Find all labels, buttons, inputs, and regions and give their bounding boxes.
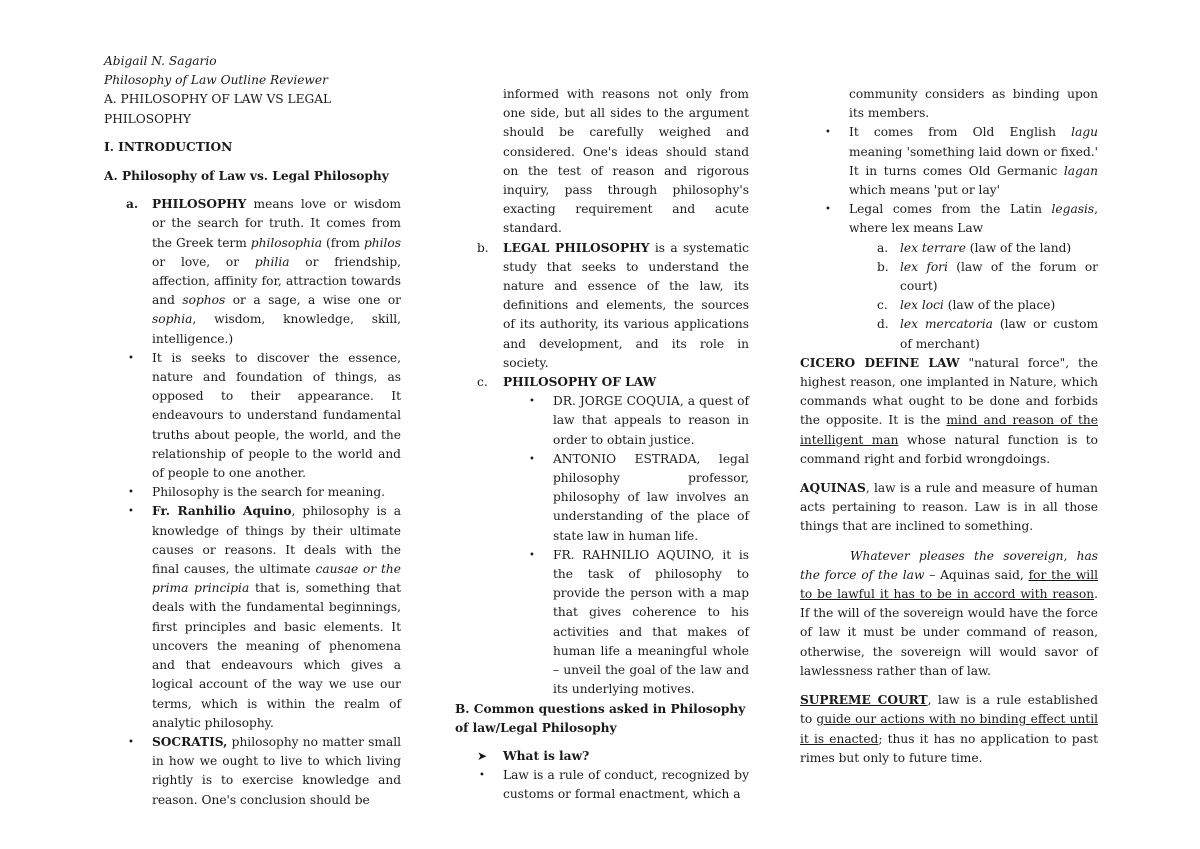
bullet-icon: •	[128, 487, 134, 499]
latin-gloss: (law of the place)	[943, 298, 1056, 313]
term-sophia: sophia	[152, 312, 193, 327]
latin-item	[800, 239, 1098, 258]
text-run: (from	[322, 235, 364, 250]
latin-term: lex fori	[900, 259, 948, 274]
question-what-is-law	[455, 747, 749, 766]
bullet-text: DR. JORGE COQUIA, a quest of law that appeals to reason in order to obtain justice.	[553, 394, 749, 447]
cicero-paragraph	[800, 354, 1098, 469]
item-philosophy	[104, 195, 401, 349]
latin-gloss: (law of the land)	[965, 240, 1072, 255]
term-philos: philos	[363, 235, 402, 250]
text-run: , law is a rule and measure of human acts pertaining to reason. Law is in all those things that are inclined to something.	[800, 481, 1098, 534]
bullet-icon: •	[128, 506, 134, 518]
person-name: Fr. Ranhilio Aquino	[152, 504, 292, 519]
term-philia: philia	[254, 254, 290, 269]
person-name: SUPREME COURT	[800, 693, 928, 708]
list-marker: b.	[877, 259, 889, 274]
term-philosophy-of-law: PHILOSOPHY OF LAW	[503, 375, 657, 390]
text-run: means love or wisdom or the search for truth. It comes from the Greek term	[152, 197, 401, 250]
bullet-icon: •	[128, 736, 134, 748]
bullet-icon: •	[529, 549, 535, 561]
list-marker: d.	[877, 317, 889, 332]
text-run: or friendship, affection, affinity for, attraction towards and	[152, 254, 401, 308]
term-sophos: sophos	[182, 293, 226, 308]
text-run: meaning 'something laid down or fixed.' It in turns comes Old Germanic	[849, 144, 1098, 178]
part-title: A. PHILOSOPHY OF LAW VS LEGAL PHILOSOPHY	[104, 92, 332, 126]
question-text: What is law?	[503, 748, 590, 763]
text-run: or a sage, a wise one or	[225, 293, 401, 308]
bullet-icon: •	[529, 396, 535, 408]
text-run: , wisdom, knowledge, skill, intelligence.)	[152, 312, 401, 346]
list-marker: c.	[877, 298, 888, 313]
term-lagu: lagu	[1071, 125, 1098, 140]
bullet-law-rule	[455, 766, 749, 804]
text-run: – Aquinas said,	[924, 567, 1029, 582]
bullet-coquia	[455, 392, 749, 450]
latin-gloss: (law or custom of merchant)	[900, 317, 1099, 351]
text-run: Legal comes from the Latin	[849, 202, 1052, 217]
italic-text: Whatever pleases the sovereign, has the force of the law	[800, 548, 1098, 582]
person-name: CICERO DEFINE LAW	[800, 355, 960, 370]
text-run: . If the will of the sovereign would have the force of law it must be under command of reason, otherwise, the sovereign will would savor of lawlessness rather than of law.	[800, 587, 1098, 678]
bullet-icon: •	[825, 127, 831, 139]
text-run: that is, something that deals with the fundamental beginnings, first principles and basic elements. It uncovers the meaning of phenomena and that endeavours which gives a logical account of the way we use our terms, which is within the realm of analytic philosophy.	[152, 581, 401, 730]
sovereign-paragraph	[800, 547, 1098, 681]
bullet-estrada	[455, 450, 749, 546]
bullet-essence	[104, 349, 401, 483]
list-marker: a.	[877, 240, 889, 255]
latin-item	[800, 315, 1098, 353]
aquinas-paragraph	[800, 479, 1098, 537]
bullet-icon: •	[529, 453, 535, 465]
column-1	[104, 52, 401, 810]
person-name: AQUINAS	[800, 481, 866, 496]
bullet-text: ANTONIO ESTRADA, legal philosophy professor, philosophy of law involves an understanding of the place of state law in human life.	[553, 451, 749, 543]
bullet-icon: •	[825, 204, 831, 216]
text-run: or love, or	[152, 254, 255, 269]
author-name: Abigail N. Sagario	[104, 54, 217, 68]
latin-term: lex terrare	[900, 240, 966, 255]
latin-gloss: (law of the forum or court)	[900, 259, 1098, 294]
bullet-socratis	[104, 733, 401, 810]
list-marker: b.	[477, 240, 489, 255]
document-subtitle: Philosophy of Law Outline Reviewer	[104, 73, 328, 88]
text-run: "natural force", the highest reason, one implanted in Nature, which commands what ought to be done and forbids the opposite. It is the	[800, 355, 1098, 428]
list-marker: a.	[126, 197, 139, 212]
column-3	[800, 85, 1098, 768]
text-run: is a systematic study that seeks to understand the nature and essence of the law, its definitions and elements, the sources of its authority, its various applications and development, and its role in society.	[503, 240, 749, 370]
term-causae: causae or the prima principia	[152, 562, 401, 596]
bullet-icon: •	[479, 770, 485, 782]
underlined-text: guide our actions with no binding effect until it is enacted	[800, 712, 1098, 746]
bullet-latin	[800, 200, 1098, 238]
law-rule-continued: community considers as binding upon its members.	[849, 87, 1098, 121]
latin-term: lex loci	[900, 298, 944, 313]
latin-item	[800, 296, 1098, 315]
text-run: , where lex means Law	[849, 202, 1098, 236]
term-philosophia: philosophia	[250, 235, 322, 250]
bullet-rahnilio	[455, 546, 749, 700]
term-legasis: legasis	[1051, 202, 1095, 217]
item-philosophy-of-law	[455, 373, 749, 392]
supreme-court-paragraph	[800, 691, 1098, 768]
bullet-text: Philosophy is the search for meaning.	[152, 485, 386, 500]
list-marker: c.	[477, 375, 488, 390]
latin-term: lex mercatoria	[900, 317, 993, 332]
term-philosophy: PHILOSOPHY	[152, 197, 247, 212]
text-run: It comes from Old English	[849, 125, 1072, 140]
bullet-text: Law is a rule of conduct, recognized by customs or formal enactment, which a	[503, 768, 749, 802]
bullet-icon: •	[128, 352, 134, 364]
section-b-heading: B. Common questions asked in Philosophy of law/Legal Philosophy	[455, 701, 746, 735]
term-lagan: lagan	[1063, 163, 1098, 178]
latin-item	[800, 258, 1098, 296]
introduction-heading: I. INTRODUCTION	[104, 139, 233, 154]
bullet-aquino	[104, 502, 401, 732]
bullet-text: FR. RAHNILIO AQUINO, it is the task of philosophy to provide the person with a map that gives coherence to his activities and that makes of human life a meaningful whole – unveil the goal of the law and its underlying motives.	[553, 547, 749, 697]
item-legal-philosophy	[455, 239, 749, 373]
text-run: which means 'put or lay'	[849, 183, 1000, 198]
underlined-text: for the will to be lawful it has to be in accord with reason	[800, 567, 1099, 602]
text-run: ; thus it has no application to past rimes but only to future time.	[800, 731, 1098, 765]
underlined-text: mind and reason of the intelligent man	[800, 413, 1098, 447]
bullet-text: It is seeks to discover the essence, nature and foundation of things, as opposed to their appearance. It endeavours to understand fundamental truths about people, the world, and the relationship of people to the world and of people to one another.	[152, 350, 401, 481]
text-run: , philosophy is a knowledge of things by their ultimate causes or reasons. It deals with the final causes, the ultimate	[152, 504, 401, 577]
bullet-meaning	[104, 483, 401, 502]
text-run: whose natural function is to command right and forbid wrongdoings.	[800, 432, 1099, 466]
socratis-continued: informed with reasons not only from one side, but all sides to the argument should be carefully weighed and considered. One's ideas should stand on the test of reason and rigorous inquiry, pass through philosophy's exacting requirement and acute standard.	[503, 87, 749, 236]
text-run: philosophy no matter small in how we ought to live to which living rightly is to exercise knowledge and reason. One's conclusion should be	[152, 734, 401, 807]
arrow-icon: ➤	[477, 748, 488, 763]
section-a-heading: A. Philosophy of Law vs. Legal Philosophy	[104, 169, 389, 184]
person-name: SOCRATIS,	[152, 734, 228, 749]
term-legal-philosophy: LEGAL PHILOSOPHY	[503, 240, 650, 255]
bullet-old-english	[800, 123, 1098, 200]
text-run: , law is a rule established to	[800, 693, 1099, 727]
column-2	[455, 85, 749, 805]
